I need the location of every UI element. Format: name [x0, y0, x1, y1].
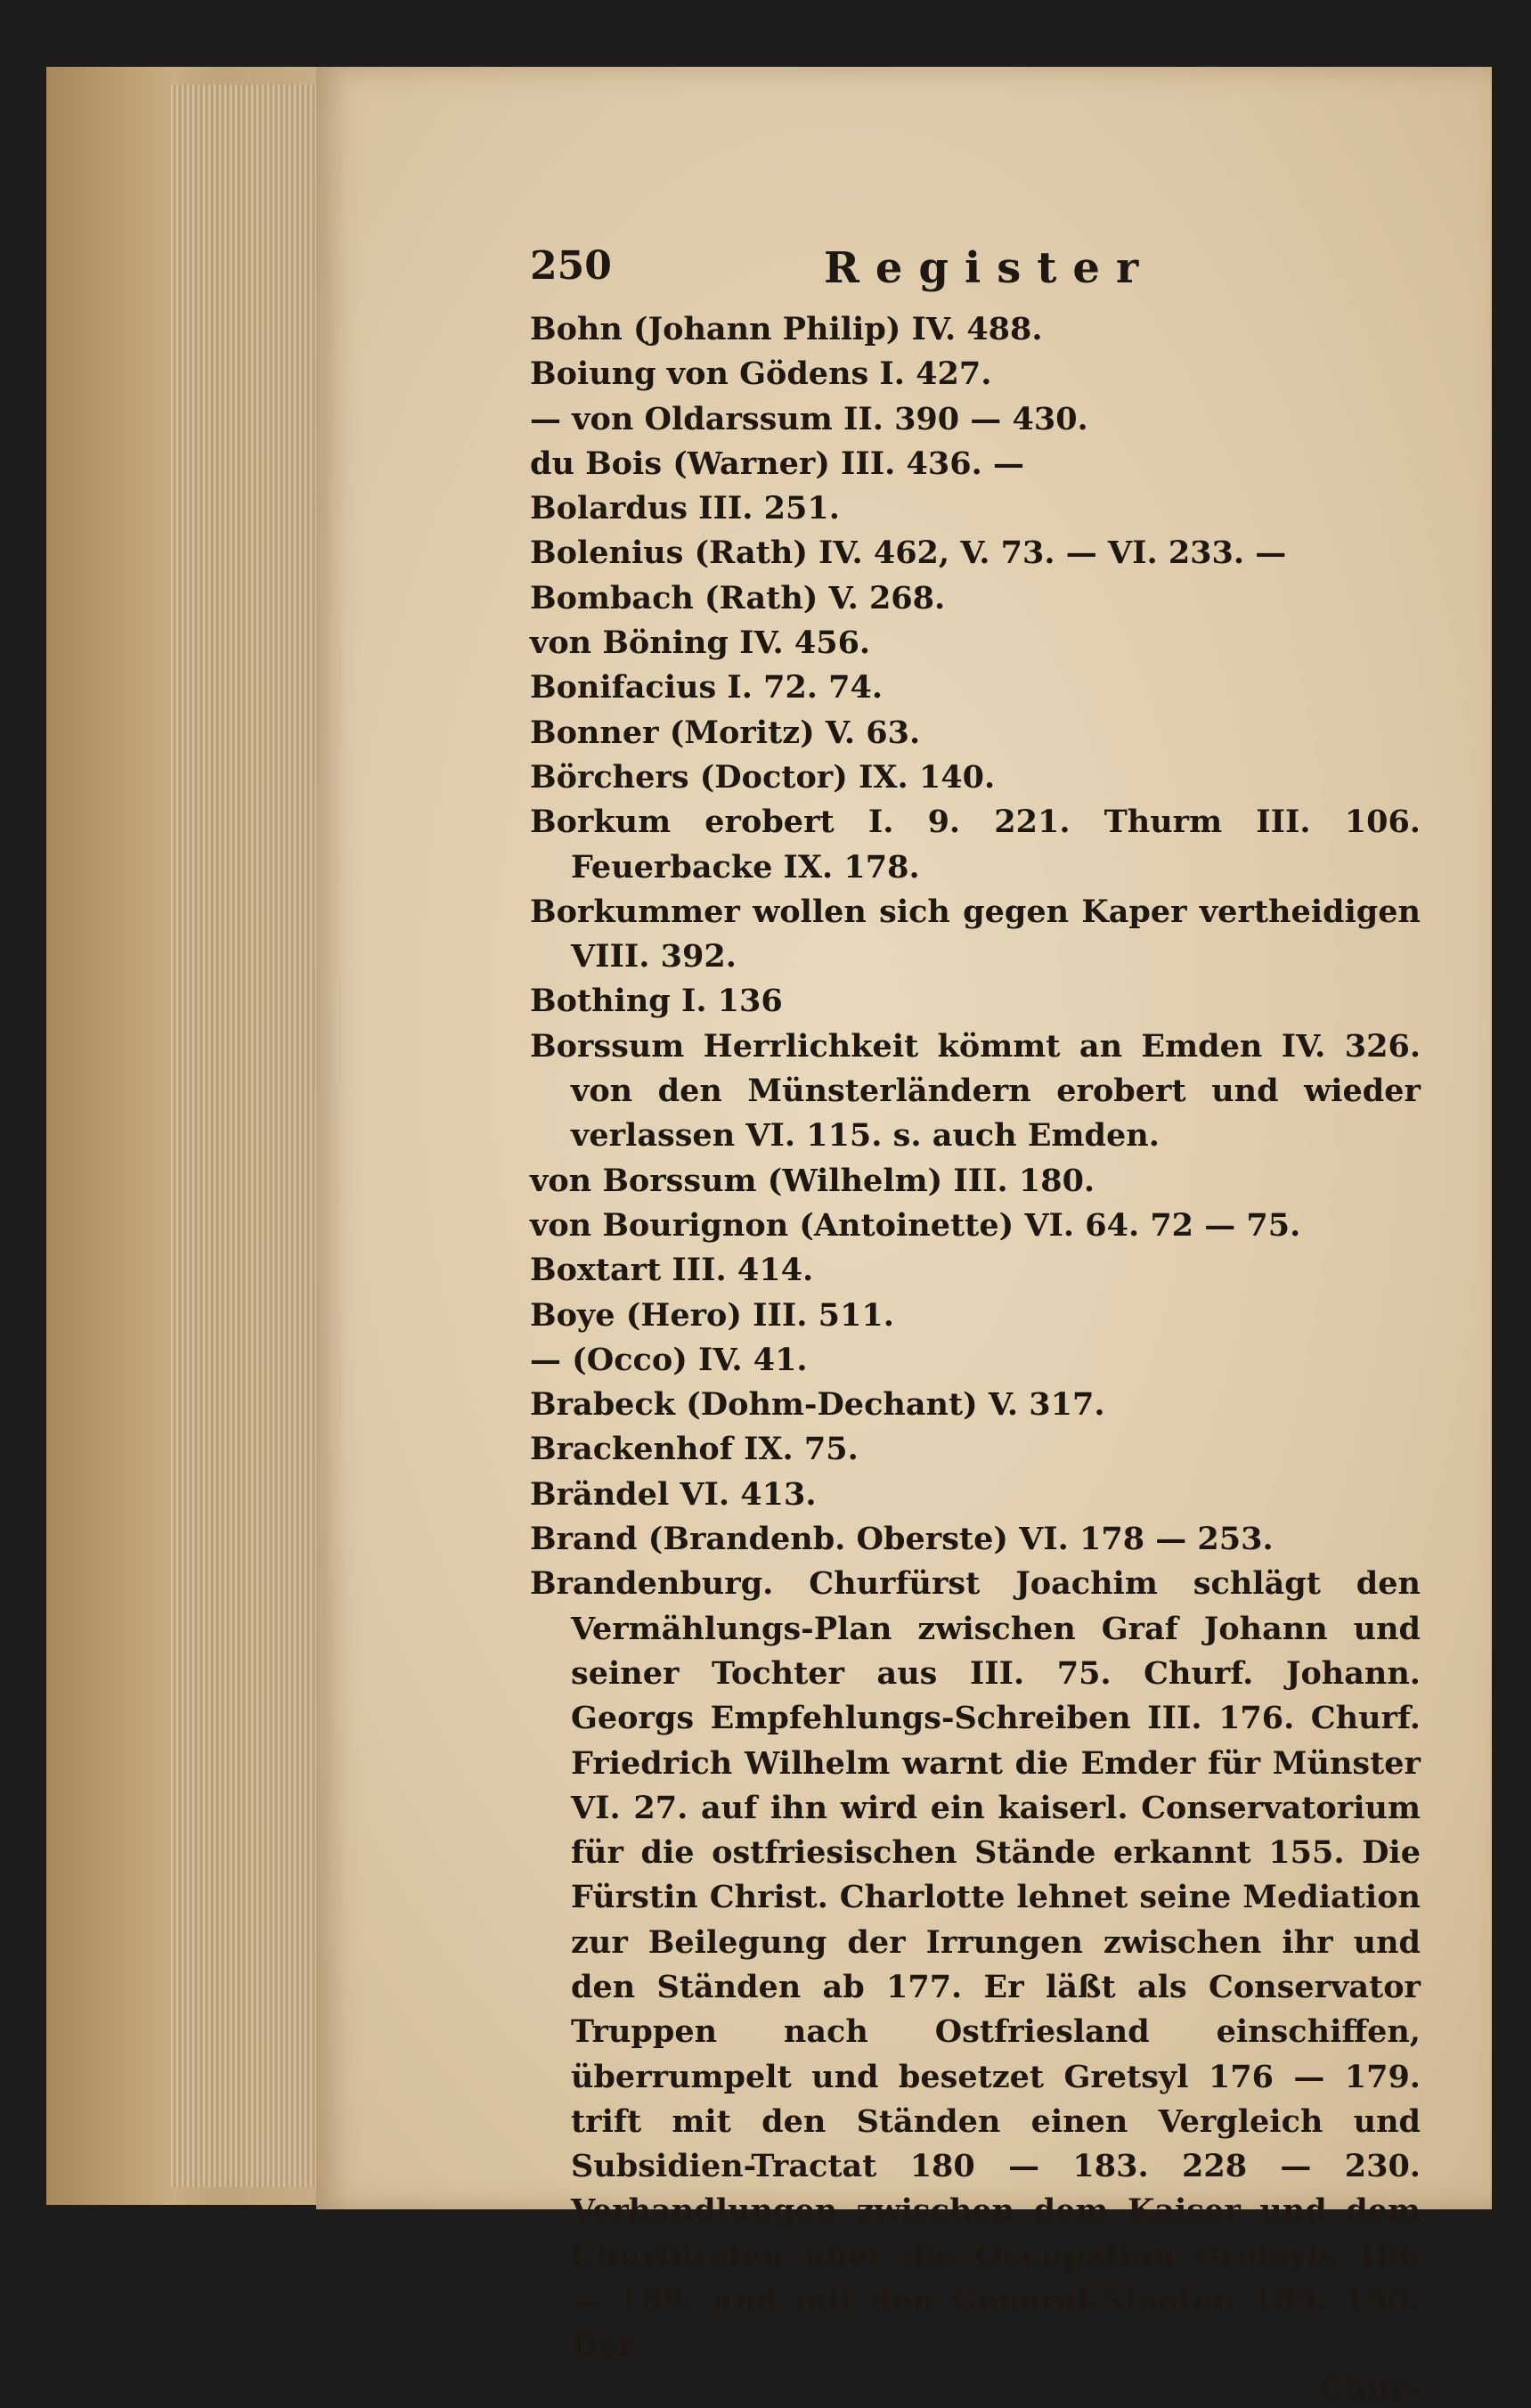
- page-number: 250: [530, 243, 612, 289]
- register-entry: — von Oldarssum II. 390 — 430.: [530, 400, 1088, 437]
- register-entry: von Borssum (Wilhelm) III. 180.: [530, 1162, 1095, 1199]
- register-entry: Bohn (Johann Philip) IV. 488.: [530, 311, 1043, 347]
- register-entry: Bonifacius I. 72. 74.: [530, 669, 884, 706]
- register-entry: Bolenius (Rath) IV. 462, V. 73. — VI. 233. —: [530, 535, 1287, 572]
- register-entry: Brändel VI. 413.: [530, 1475, 817, 1513]
- page-header: [530, 227, 1421, 307]
- register-entry: von Böning IV. 456.: [530, 624, 871, 662]
- register-entry: Brandenburg. Churfürst Joachim schlägt den Vermählungs-Plan zwischen Graf Johann und seiner Tochter aus III. 75. Churf. Johann. Georgs Empfehlungs-Schreiben III. 176. Churf. Friedrich Wilhelm warnt die Emder für Münster VI. 27. auf ihn wird ein kaiserl. Conservatorium für die ostfriesischen Stände erkannt 155. Die Fürstin Christ. Charlotte lehnet seine Mediation zur Beilegung der Irrungen zwischen ihr und den Ständen ab 177. Er läßt als Conservator Truppen nach Ostfriesland einschiffen, überrumpelt und besetzet Gretsyl 176 — 179. trift mit den Ständen einen Vergleich und Subsidien-Tractat 180 — 183. 228 — 230. Verhandlungen zwischen dem Kaiser und dem Churfürsten über die Occupation Gretsyls 186 — 189. und mit den General-Staaten 189. 190. Der: [530, 1565, 1421, 2364]
- book-page-edges: [46, 67, 331, 2205]
- catchword: Chur-: [1318, 2370, 1421, 2408]
- book-page: [316, 67, 1492, 2408]
- register-entry: Brabeck (Dohm-Dechant) V. 317.: [530, 1386, 1105, 1424]
- register-entry: Brackenhof IX. 75.: [530, 1431, 859, 1468]
- register-entry: Boiung von Gödens I. 427.: [530, 355, 992, 393]
- register-entry: von Bourignon (Antoinette) VI. 64. 72 — 75.: [530, 1206, 1301, 1244]
- running-title: Register: [824, 243, 1155, 293]
- register-entries: [530, 307, 1421, 2369]
- register-entry: Borkummer wollen sich gegen Kaper vertheidigen VIII. 392.: [530, 893, 1421, 975]
- register-entry: Brand (Brandenb. Oberste) VI. 178 — 253.: [530, 1521, 1274, 1558]
- register-entry: Bombach (Rath) V. 268.: [530, 579, 946, 616]
- register-entry: Boye (Hero) III. 511.: [530, 1296, 894, 1334]
- register-entry: Bothing I. 136: [530, 983, 783, 1020]
- register-entry: du Bois (Warner) III. 436. —: [530, 445, 1024, 482]
- register-entry: Boxtart III. 414.: [530, 1252, 814, 1289]
- register-entry: Börchers (Doctor) IX. 140.: [530, 758, 996, 796]
- register-entry: Borkum erobert I. 9. 221. Thurm III. 106. Feuerbacke IX. 178.: [530, 804, 1421, 886]
- register-entry: Bonner (Moritz) V. 63.: [530, 714, 921, 751]
- register-entry: — (Occo) IV. 41.: [530, 1341, 808, 1378]
- register-entry: Borssum Herrlichkeit kömmt an Emden IV. 326. von den Münsterländern erobert und wieder verlassen VI. 115. s. auch Emden.: [530, 1027, 1421, 1155]
- page-content: [530, 227, 1421, 2408]
- register-entry: Bolardus III. 251.: [530, 490, 840, 527]
